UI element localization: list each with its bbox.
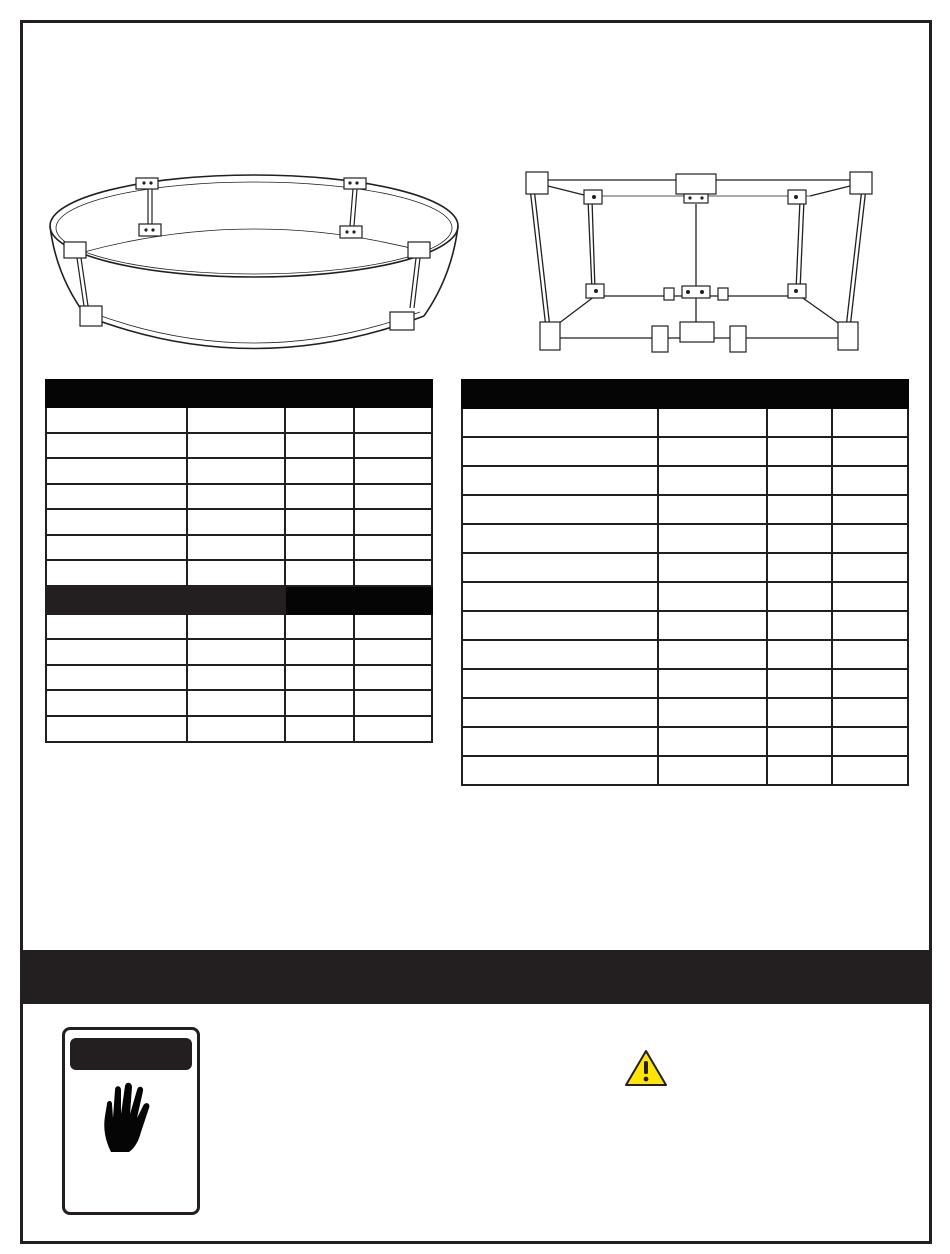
table-cell [767, 437, 832, 466]
table-cell [46, 690, 187, 716]
table-cell [767, 495, 832, 524]
header-cell [832, 380, 908, 408]
header-cell [658, 380, 767, 408]
table-cell [767, 756, 832, 785]
table-cell [187, 716, 285, 742]
table-row [46, 560, 432, 586]
table-cell [354, 484, 432, 510]
table-cell [354, 560, 432, 586]
stop-sign-header [70, 1038, 192, 1070]
table-cell [46, 560, 187, 586]
table-subheader-row [46, 586, 432, 614]
header-cell [767, 380, 832, 408]
table-cell [187, 535, 285, 561]
table-cell [46, 535, 187, 561]
table-cell [285, 639, 354, 665]
table-cell [832, 437, 908, 466]
table-cell [832, 466, 908, 495]
rectangular-guard-diagram [520, 168, 878, 358]
table-cell [46, 509, 187, 535]
table-cell [46, 484, 187, 510]
table-cell [832, 408, 908, 437]
table-cell [832, 553, 908, 582]
table-cell [462, 640, 658, 669]
table-row [462, 669, 908, 698]
table-cell [187, 665, 285, 691]
table-cell [462, 495, 658, 524]
table-cell [285, 560, 354, 586]
table-cell [285, 716, 354, 742]
table-cell [832, 524, 908, 553]
table-cell [462, 669, 658, 698]
table-cell [354, 690, 432, 716]
header-cell [46, 380, 187, 407]
header-cell [187, 380, 285, 407]
table-cell [462, 524, 658, 553]
table-cell [285, 690, 354, 716]
table-cell [354, 639, 432, 665]
table-row [462, 553, 908, 582]
table-row [462, 727, 908, 756]
table-cell [354, 407, 432, 433]
header-cell [354, 380, 432, 407]
table-cell [462, 727, 658, 756]
table-row [462, 582, 908, 611]
table-cell [46, 614, 187, 640]
table-cell [462, 466, 658, 495]
table-cell [658, 495, 767, 524]
table-cell [832, 640, 908, 669]
table-cell [462, 756, 658, 785]
table-cell [767, 698, 832, 727]
table-cell [767, 611, 832, 640]
table-cell [187, 407, 285, 433]
rectangular-guard-illustration [520, 168, 878, 358]
table-cell [658, 640, 767, 669]
table-cell [354, 433, 432, 459]
header-cell [462, 380, 658, 408]
left-parts-table [45, 379, 433, 743]
table-cell [767, 640, 832, 669]
table-cell [658, 524, 767, 553]
subheader-cell [285, 586, 354, 614]
warning-triangle-icon [624, 1049, 668, 1092]
table-header-row [46, 380, 432, 407]
table-cell [462, 582, 658, 611]
table-cell [832, 727, 908, 756]
table-cell [462, 698, 658, 727]
table-row [46, 614, 432, 640]
table-cell [462, 553, 658, 582]
table-cell [285, 458, 354, 484]
right-parts-table [461, 379, 909, 786]
table-row [46, 535, 432, 561]
table-cell [832, 611, 908, 640]
table-cell [767, 553, 832, 582]
table-cell [832, 669, 908, 698]
table-cell [767, 669, 832, 698]
table-row [462, 611, 908, 640]
table-cell [285, 665, 354, 691]
table-row [46, 509, 432, 535]
table-cell [187, 614, 285, 640]
table-cell [658, 582, 767, 611]
table-cell [658, 408, 767, 437]
table-cell [658, 553, 767, 582]
subheader-cell [46, 586, 285, 614]
table-cell [285, 433, 354, 459]
table-cell [658, 756, 767, 785]
table-cell [658, 669, 767, 698]
stop-hand-icon [99, 1082, 165, 1161]
table-cell [832, 698, 908, 727]
table-row [46, 716, 432, 742]
table-row [462, 640, 908, 669]
table-cell [187, 484, 285, 510]
table-cell [285, 509, 354, 535]
table-cell [658, 727, 767, 756]
table-row [46, 484, 432, 510]
table-cell [46, 458, 187, 484]
table-row [462, 466, 908, 495]
table-cell [285, 407, 354, 433]
table-row [46, 407, 432, 433]
table-cell [354, 614, 432, 640]
table-cell [658, 437, 767, 466]
table-cell [354, 716, 432, 742]
table-cell [658, 611, 767, 640]
table-cell [285, 484, 354, 510]
stop-sign [62, 1027, 200, 1215]
table-cell [46, 639, 187, 665]
table-cell [767, 466, 832, 495]
table-header-row [462, 380, 908, 408]
table-cell [285, 535, 354, 561]
table-cell [767, 727, 832, 756]
table-cell [462, 408, 658, 437]
table-cell [462, 611, 658, 640]
table-cell [46, 433, 187, 459]
table-cell [462, 437, 658, 466]
table-cell [187, 433, 285, 459]
table-cell [187, 509, 285, 535]
header-cell [285, 380, 354, 407]
table-cell [767, 524, 832, 553]
table-cell [187, 458, 285, 484]
table-cell [187, 690, 285, 716]
table-cell [354, 509, 432, 535]
table-cell [354, 535, 432, 561]
table-cell [658, 466, 767, 495]
table-cell [354, 458, 432, 484]
table-cell [354, 665, 432, 691]
table-cell [832, 582, 908, 611]
table-row [462, 756, 908, 785]
table-row [46, 639, 432, 665]
table-row [462, 408, 908, 437]
round-guard-diagram [44, 166, 464, 366]
table-row [462, 524, 908, 553]
table-row [46, 458, 432, 484]
table-row [462, 437, 908, 466]
table-cell [46, 665, 187, 691]
table-row [46, 433, 432, 459]
table-row [46, 690, 432, 716]
table-cell [187, 560, 285, 586]
round-guard-illustration [44, 166, 464, 366]
table-cell [658, 698, 767, 727]
table-cell [46, 407, 187, 433]
table-row [462, 495, 908, 524]
table-cell [285, 614, 354, 640]
table-cell [832, 756, 908, 785]
table-row [462, 698, 908, 727]
table-cell [767, 408, 832, 437]
section-banner [20, 950, 930, 1004]
subheader-cell [354, 586, 432, 614]
table-cell [832, 495, 908, 524]
table-cell [187, 639, 285, 665]
table-cell [46, 716, 187, 742]
table-cell [767, 582, 832, 611]
table-row [46, 665, 432, 691]
